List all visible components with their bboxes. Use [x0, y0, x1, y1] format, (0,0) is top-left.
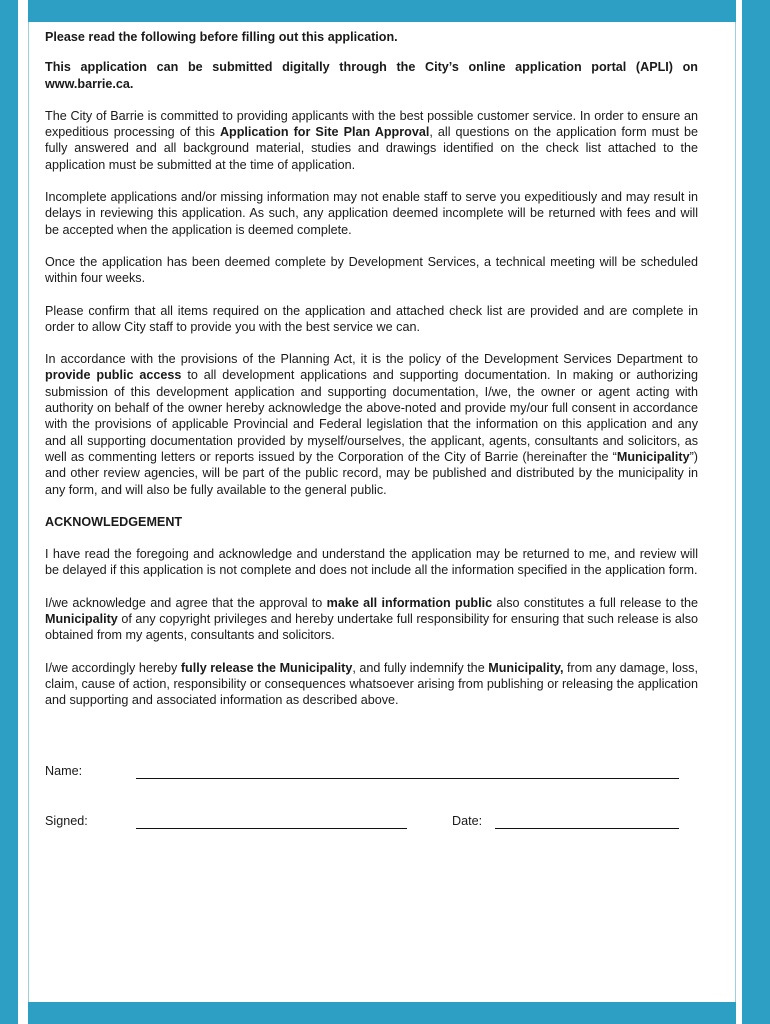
ack2-text-e: of any copyright privileges and hereby undertake full responsibility for ensuring that such release is also obtained from my agents, consultants and solicitors. — [45, 612, 698, 643]
name-label: Name: — [45, 764, 83, 778]
p1-bold-application-title: Application for Site Plan Approval — [219, 125, 430, 140]
right-border-bar — [742, 0, 770, 1024]
right-frame-line — [735, 22, 736, 1002]
ack2-text-c: also constitutes a full release to the — [492, 595, 698, 610]
top-border-bar — [28, 0, 736, 22]
p1-text-c: , all questions on the application form must be fully answered and all background material, studies and drawings identified on the check list attached to the application must be submitted at the time of application. — [45, 125, 699, 172]
ack3-bold-release: fully release the Municipality — [180, 660, 353, 675]
left-frame-line — [28, 22, 29, 1002]
name-input-line[interactable] — [136, 778, 679, 779]
ack-paragraph-3 — [45, 660, 698, 709]
document-body — [45, 29, 698, 725]
ack3-text-c: , and fully indemnify the — [352, 660, 489, 675]
p5-bold-municipality: Municipality — [616, 449, 690, 464]
acknowledgement-heading: ACKNOWLEDGEMENT — [45, 514, 183, 529]
submission-note: This application can be submitted digitally through the City’s online application portal (APLI) on www.barrie.ca. — [45, 60, 698, 91]
left-border-bar — [0, 0, 18, 1024]
date-input-line[interactable] — [495, 828, 679, 829]
bottom-border-bar — [28, 1002, 736, 1024]
ack2-text-a: I/we acknowledge and agree that the approval to — [45, 595, 327, 610]
header-note: Please read the following before filling out this application. — [45, 30, 398, 44]
p5-text-a: In accordance with the provisions of the Planning Act, it is the policy of the Development Services Department to — [45, 352, 698, 367]
p5-bold-public-access: provide public access — [45, 368, 182, 383]
ack2-bold-make-public: make all information public — [326, 595, 493, 610]
ack2-bold-municipality: Municipality — [45, 612, 118, 627]
paragraph-incomplete: Incomplete applications and/or missing information may not enable staff to serve you expeditiously and may result in delays in reviewing this application. As such, any application deemed incomplete will be returned with fees and will be accepted when the application is deemed complete. — [45, 190, 698, 237]
paragraph-customer-service — [45, 108, 698, 173]
ack3-text-e: from any damage, loss, claim, cause of action, responsibility or consequences whatsoever arising from publishing or releasing the application and supporting and associated information as described above. — [45, 660, 698, 708]
paragraph-technical-meeting: Once the application has been deemed complete by Development Services, a technical meeting will be scheduled within four weeks. — [45, 254, 698, 286]
ack3-bold-municipality: Municipality, — [488, 660, 564, 675]
signature-input-line[interactable] — [136, 828, 407, 829]
signed-label: Signed: — [45, 814, 88, 828]
paragraph-confirm: Please confirm that all items required on the application and attached check list are provided and are complete in order to allow City staff to provide you with the best service we can. — [45, 303, 698, 334]
ack-paragraph-2 — [45, 595, 698, 644]
paragraph-public-access — [45, 351, 698, 498]
ack3-text-a: I/we accordingly hereby — [45, 660, 181, 675]
p1-text-a: The City of Barrie is committed to providing applicants with the best possible customer service. In order to ensure an expeditious processing of this — [45, 108, 698, 140]
ack-paragraph-1: I have read the foregoing and acknowledge and understand the application may be returned to me, and review will be delayed if this application is not complete and does not include all the information specified in the application form. — [45, 547, 698, 578]
p5-text-e: ”) and other review agencies, will be part of the public record, may be published and distributed by the municipality in any form, and will also be fully available to the general public. — [45, 449, 698, 497]
date-label: Date: — [452, 814, 483, 828]
p5-text-c: to all development applications and supporting documentation. In making or authorizing submission of this development application and supporting documentation, I/we, the owner or agent acting with authority on behalf of the owner hereby acknowledge the above-noted and provide my/our full consent in accordance with the provisions of applicable Provincial and Federal legislation that the information on this application and any and all supporting documentation provided by myself/ourselves, the applicant, agents, consultants and solicitors, as well as commenting letters or reports issued by the Corporation of the City of Barrie (hereinafter the “ — [45, 368, 699, 464]
